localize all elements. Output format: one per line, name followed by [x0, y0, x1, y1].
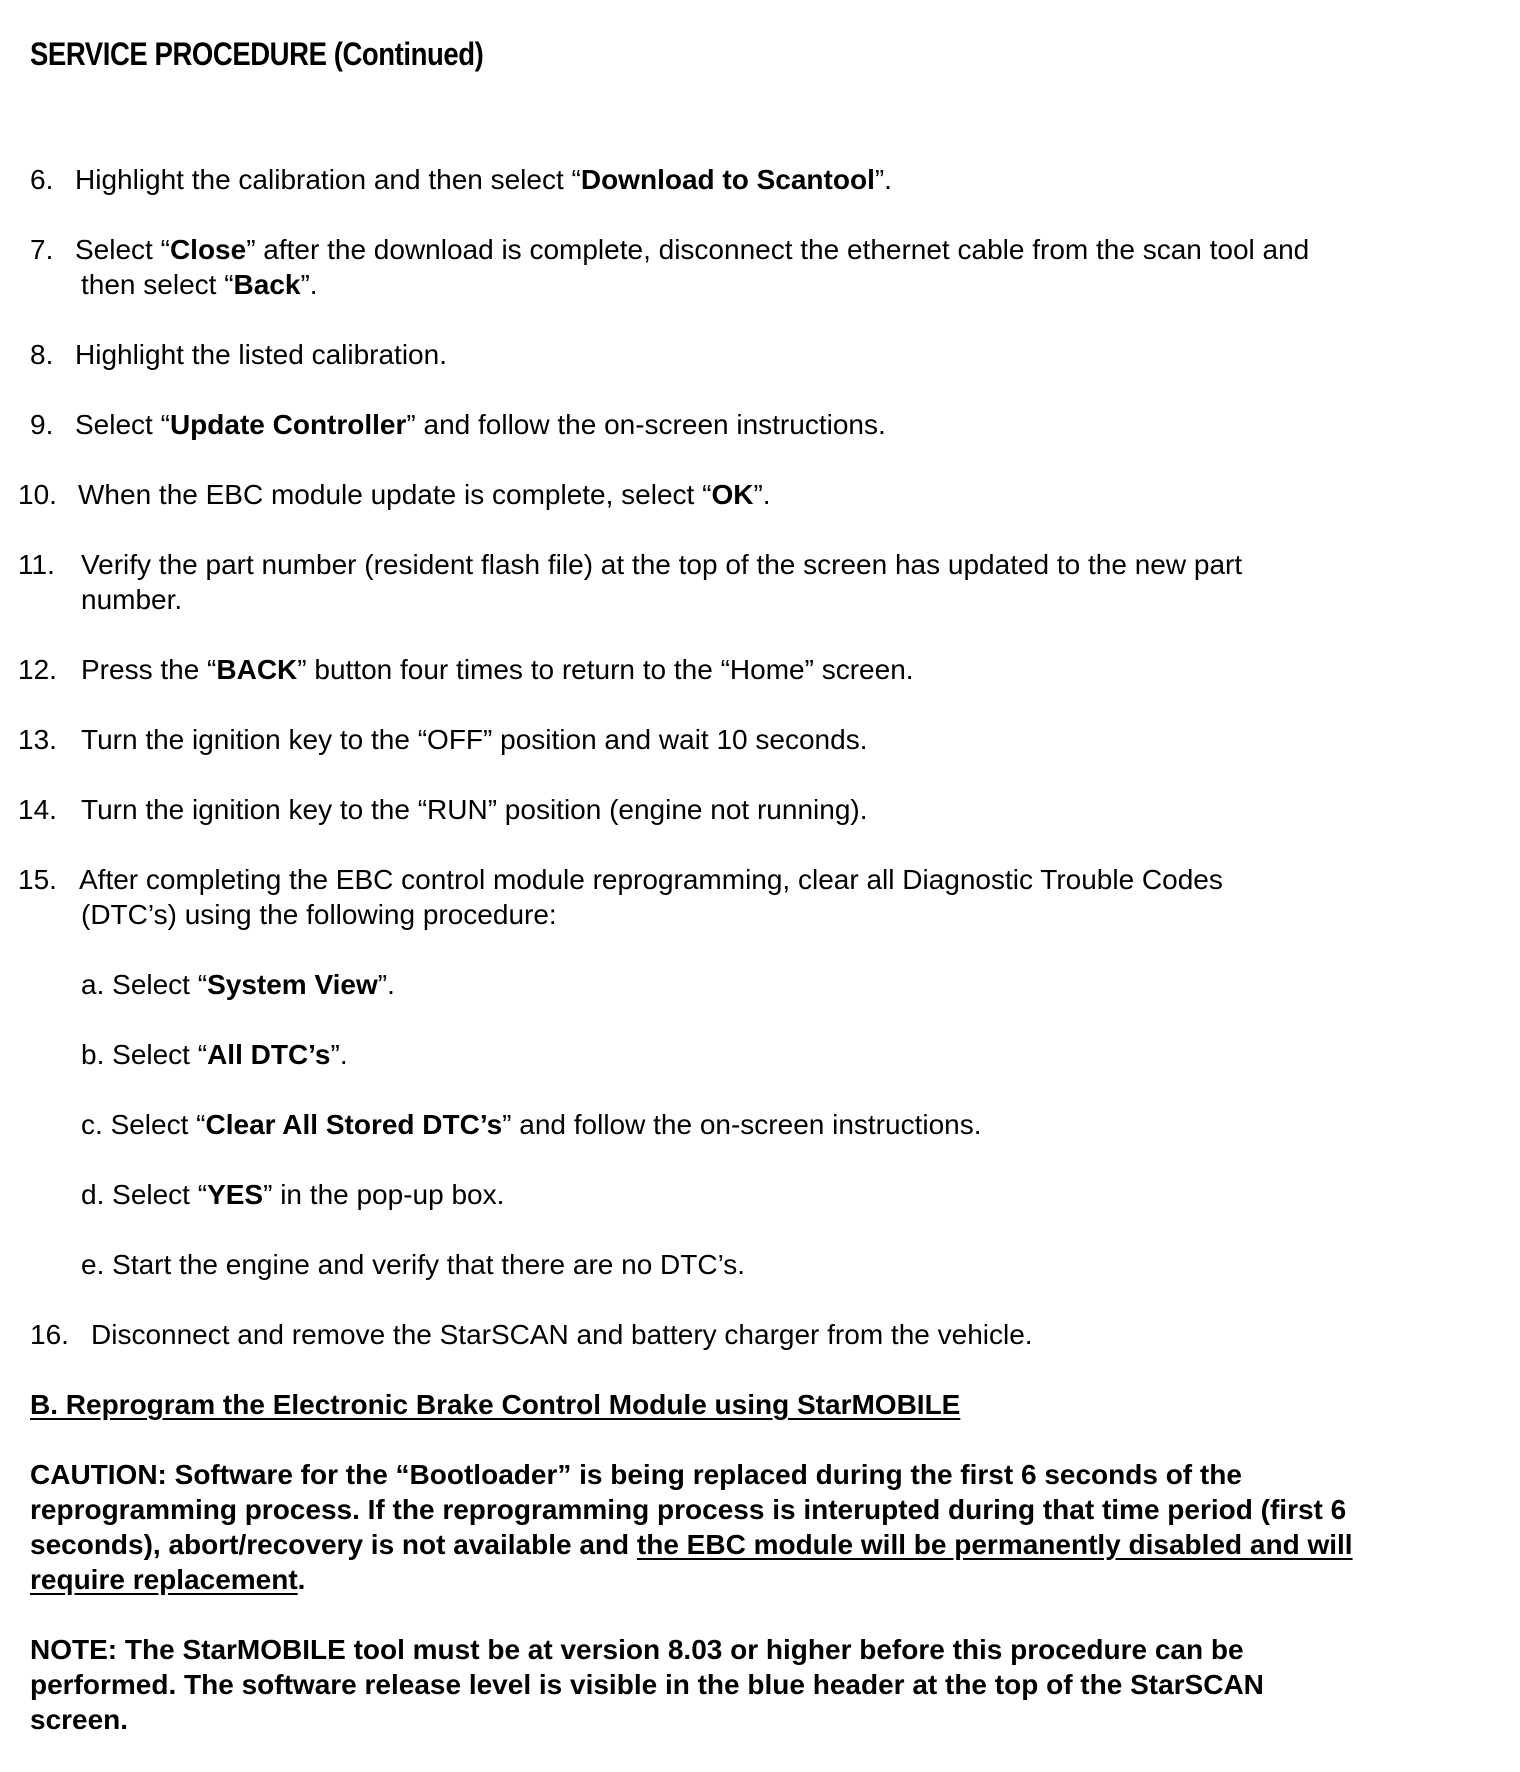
- step-14: [18, 792, 868, 827]
- step-text: After completing the EBC control module reprogramming, clear all Diagnostic Trouble Codes: [79, 864, 1223, 895]
- step-text: ”.: [874, 164, 892, 195]
- step-text: ”.: [377, 969, 395, 1000]
- step-number: 11.: [18, 549, 55, 580]
- step-number: 12.: [18, 654, 57, 685]
- step-bold-term: Clear All Stored DTC’s: [205, 1109, 503, 1140]
- step-number: 15.: [18, 864, 57, 895]
- step-10: [18, 477, 771, 512]
- step-15: [18, 862, 1223, 932]
- step-bold-term: All DTC’s: [207, 1039, 331, 1070]
- step-text: ” and follow the on-screen instructions.: [502, 1109, 982, 1140]
- caution-line: reprogramming process. If the reprogramming process is interupted during that time period (first 6: [30, 1494, 1347, 1525]
- step-text: ”.: [753, 479, 771, 510]
- step-text: Select “: [110, 1109, 206, 1140]
- step-11: [18, 547, 1242, 617]
- step-continuation: (DTC’s) using the following procedure:: [81, 899, 557, 930]
- step-continuation: number.: [81, 584, 183, 615]
- step-bold-term: BACK: [216, 654, 298, 685]
- step-text: Turn the ignition key to the “RUN” position (engine not running).: [81, 794, 868, 825]
- step-number: 8.: [30, 339, 54, 370]
- step-continuation: [81, 267, 1309, 302]
- step-text: Start the engine and verify that there are no DTC’s.: [112, 1249, 746, 1280]
- substep-a: [81, 967, 395, 1002]
- step-16: [30, 1317, 1033, 1352]
- step-text: Select “: [75, 234, 170, 265]
- step-number: 16.: [30, 1319, 69, 1350]
- step-text: When the EBC module update is complete, select “: [78, 479, 712, 510]
- note-line: performed. The software release level is visible in the blue header at the top of the StarSCAN: [30, 1669, 1264, 1700]
- step-text: ”.: [330, 1039, 348, 1070]
- step-text: Select “: [75, 409, 170, 440]
- step-text: Highlight the calibration and then select “: [75, 164, 581, 195]
- page-heading: SERVICE PROCEDURE (Continued): [30, 36, 484, 72]
- step-text: Select “: [112, 969, 208, 1000]
- step-bold-term: OK: [711, 479, 754, 510]
- step-text: ” and follow the on-screen instructions.: [406, 409, 886, 440]
- step-text: ” button four times to return to the “Home” screen.: [297, 654, 914, 685]
- substep-letter: b.: [81, 1039, 105, 1070]
- step-bold-term: Close: [169, 234, 247, 265]
- step-text: Disconnect and remove the StarSCAN and battery charger from the vehicle.: [91, 1319, 1033, 1350]
- step-text: Highlight the listed calibration.: [75, 339, 447, 370]
- step-text: Select “: [112, 1039, 208, 1070]
- step-13: [18, 722, 867, 757]
- substep-letter: e.: [81, 1249, 105, 1280]
- note-line: screen.: [30, 1704, 129, 1735]
- step-9: [30, 407, 886, 442]
- step-text: ”.: [300, 269, 318, 300]
- note-block: [30, 1632, 1264, 1737]
- section-b-heading: B. Reprogram the Electronic Brake Control Module using StarMOBILE: [30, 1389, 961, 1420]
- caution-underlined-text: the EBC module will be permanently disabled and will: [636, 1529, 1353, 1560]
- step-text: Select “: [112, 1179, 208, 1210]
- caution-line: [30, 1527, 1353, 1562]
- step-8: [30, 337, 447, 372]
- step-text: ” in the pop-up box.: [263, 1179, 505, 1210]
- step-number: 7.: [30, 234, 54, 265]
- step-bold-term: YES: [207, 1179, 264, 1210]
- step-text: then select “: [81, 269, 234, 300]
- step-bold-term: Back: [233, 269, 301, 300]
- caution-line: [30, 1562, 1353, 1597]
- step-bold-term: Download to Scantool: [580, 164, 875, 195]
- step-text: Verify the part number (resident flash file) at the top of the screen has updated to the new part: [81, 549, 1243, 580]
- step-number: 13.: [18, 724, 57, 755]
- step-6: [30, 162, 892, 197]
- step-text: ” after the download is complete, disconnect the ethernet cable from the scan tool and: [246, 234, 1310, 265]
- caution-block: [30, 1457, 1353, 1597]
- caution-text: .: [297, 1564, 306, 1595]
- caution-underlined-text: require replacement: [30, 1564, 298, 1595]
- step-bold-term: Update Controller: [169, 409, 407, 440]
- step-number: 6.: [30, 164, 54, 195]
- step-12: [18, 652, 914, 687]
- substep-c: [81, 1107, 982, 1142]
- substep-letter: d.: [81, 1179, 105, 1210]
- substep-letter: a.: [81, 969, 105, 1000]
- substep-e: [81, 1247, 745, 1282]
- step-number: 14.: [18, 794, 57, 825]
- step-number: 9.: [30, 409, 54, 440]
- step-text: Press the “: [81, 654, 217, 685]
- substep-letter: c.: [81, 1109, 103, 1140]
- step-7: [30, 232, 1309, 302]
- substep-b: [81, 1037, 348, 1072]
- step-bold-term: System View: [207, 969, 378, 1000]
- step-number: 10.: [18, 479, 57, 510]
- note-line: NOTE: The StarMOBILE tool must be at version 8.03 or higher before this procedure can be: [30, 1634, 1244, 1665]
- caution-line: CAUTION: Software for the “Bootloader” is being replaced during the first 6 seconds of the: [30, 1459, 1242, 1490]
- caution-text: seconds), abort/recovery is not available and: [30, 1529, 637, 1560]
- substep-d: [81, 1177, 504, 1212]
- step-text: Turn the ignition key to the “OFF” position and wait 10 seconds.: [81, 724, 868, 755]
